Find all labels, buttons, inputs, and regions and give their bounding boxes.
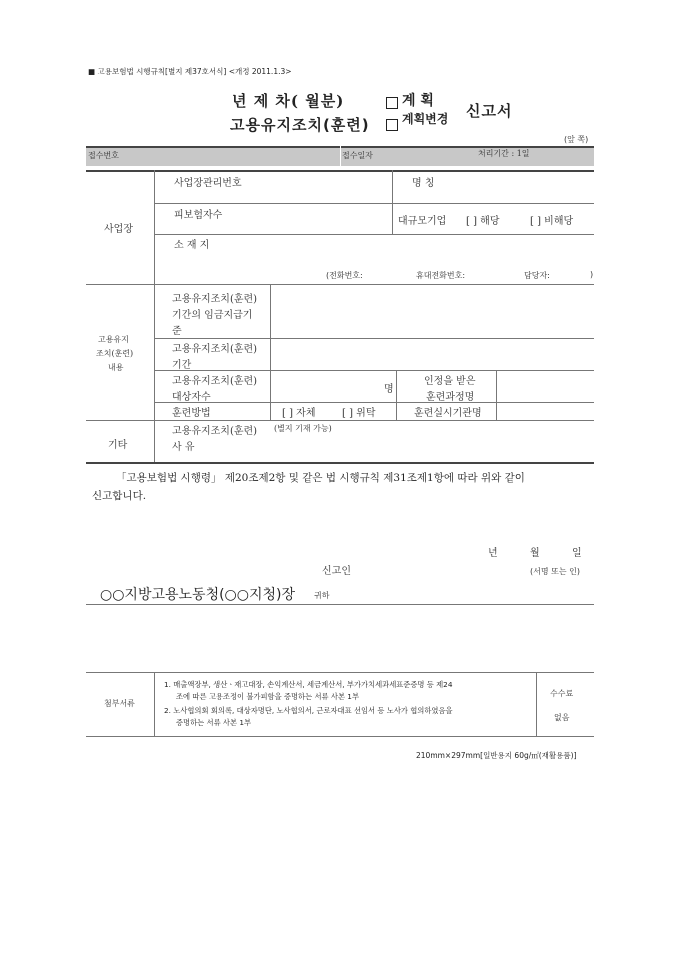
option-change-label: 계획변경: [402, 112, 449, 126]
content-section-label-3: 내용: [108, 363, 124, 372]
reason-label-1: 고용유지조치(훈련): [172, 426, 258, 437]
wage-standard-label-1: 고용유지조치(훈련): [172, 294, 258, 305]
approved-course-label-1: 인정을 받은: [424, 376, 476, 387]
large-company-label: 대규모기업: [398, 216, 447, 227]
approved-course-label-2: 훈련과정명: [426, 392, 475, 403]
date-year-label: 년: [488, 548, 498, 559]
person-unit-label: 명: [384, 384, 394, 395]
date-month-label: 월: [530, 548, 540, 559]
fee-label: 수수료: [550, 689, 574, 698]
recipient-suffix: 귀하: [314, 591, 330, 600]
title-main: 고용유지조치(훈련): [230, 116, 370, 134]
workplace-section-label: 사업장: [104, 224, 133, 235]
statement-line-2: 신고합니다.: [92, 490, 147, 502]
manager-label: 담당자:: [524, 271, 550, 280]
period-label-1: 고용유지조치(훈련): [172, 344, 258, 355]
training-method-label: 훈련방법: [172, 408, 211, 419]
processing-period-label: 처리기간 : 1일: [478, 149, 530, 158]
large-company-no-option[interactable]: [ ] 비해당: [530, 216, 574, 227]
date-day-label: 일: [572, 548, 582, 559]
target-count-label-1: 고용유지조치(훈련): [172, 376, 258, 387]
other-section-label: 기타: [108, 440, 128, 451]
change-checkbox[interactable]: [386, 114, 398, 133]
attachment-item-1-line-1: 1. 매출액장부, 생산ㆍ재고대장, 손익계산서, 세금계산서, 부가가치세과세표준증명 등 제24: [164, 680, 453, 689]
title-suffix: 신고서: [466, 102, 513, 120]
form-reference-note: ■ 고용보험법 시행규칙[별지 제37호서식] <개정 2011.1.3>: [88, 67, 292, 76]
page-side-note: (앞 쪽): [564, 135, 589, 144]
title-period: 년 제 차( 월분): [232, 92, 345, 110]
receipt-date-label: 접수일자: [342, 151, 373, 160]
method-outsource-option[interactable]: [ ] 위탁: [342, 408, 376, 419]
paper-size-note: 210mm×297mm[일반용지 60g/㎡(재활용품)]: [416, 751, 577, 760]
large-company-yes-option[interactable]: [ ] 해당: [466, 216, 500, 227]
address-label: 소 재 지: [174, 240, 210, 251]
target-count-label-2: 대상자수: [172, 392, 211, 403]
receipt-number-label: 접수번호: [88, 151, 119, 160]
attachment-note: (별지 기재 가능): [274, 424, 332, 433]
plan-checkbox[interactable]: [386, 92, 398, 111]
statement-line-1: 「고용보험법 시행령」 제20조제2항 및 같은 법 시행규칙 제31조제1항에 따라 위와 같이: [116, 472, 525, 484]
phone-label: (전화번호:: [326, 271, 363, 280]
signature-label: (서명 또는 인): [530, 567, 580, 576]
mobile-label: 휴대전화번호:: [416, 271, 466, 280]
content-section-label-1: 고용유지: [98, 335, 129, 344]
attachments-label: 첨부서류: [104, 699, 135, 708]
reporter-label: 신고인: [322, 566, 351, 577]
content-section-label-2: 조치(훈련): [96, 349, 134, 358]
attachment-item-2-line-1: 2. 노사협의회 회의록, 대상자명단, 노사협의서, 근로자대표 선임서 등 노사가 협의하였음을: [164, 706, 453, 715]
wage-standard-label-2: 기간의 임금지급기: [172, 310, 253, 321]
recipient-office: ○○지방고용노동청(○○지청)장: [100, 587, 296, 603]
training-institution-label: 훈련실시기관명: [414, 408, 482, 419]
attachment-item-1-line-2: 조에 따른 고용조정이 불가피함을 증명하는 서류 사본 1부: [176, 692, 359, 701]
insured-count-label: 피보험자수: [174, 210, 223, 221]
attachment-item-2-line-2: 증명하는 서류 사본 1부: [176, 718, 252, 727]
wage-standard-label-3: 준: [172, 326, 182, 337]
reason-label-2: 사 유: [172, 442, 195, 453]
option-plan-label: 계 획: [402, 93, 434, 109]
fee-value: 없음: [554, 713, 570, 722]
close-paren: ): [590, 270, 594, 279]
method-self-option[interactable]: [ ] 자체: [282, 408, 316, 419]
workplace-mgmt-no-label: 사업장관리번호: [174, 178, 242, 189]
workplace-name-label: 명 칭: [412, 178, 435, 189]
period-label-2: 기간: [172, 360, 192, 371]
